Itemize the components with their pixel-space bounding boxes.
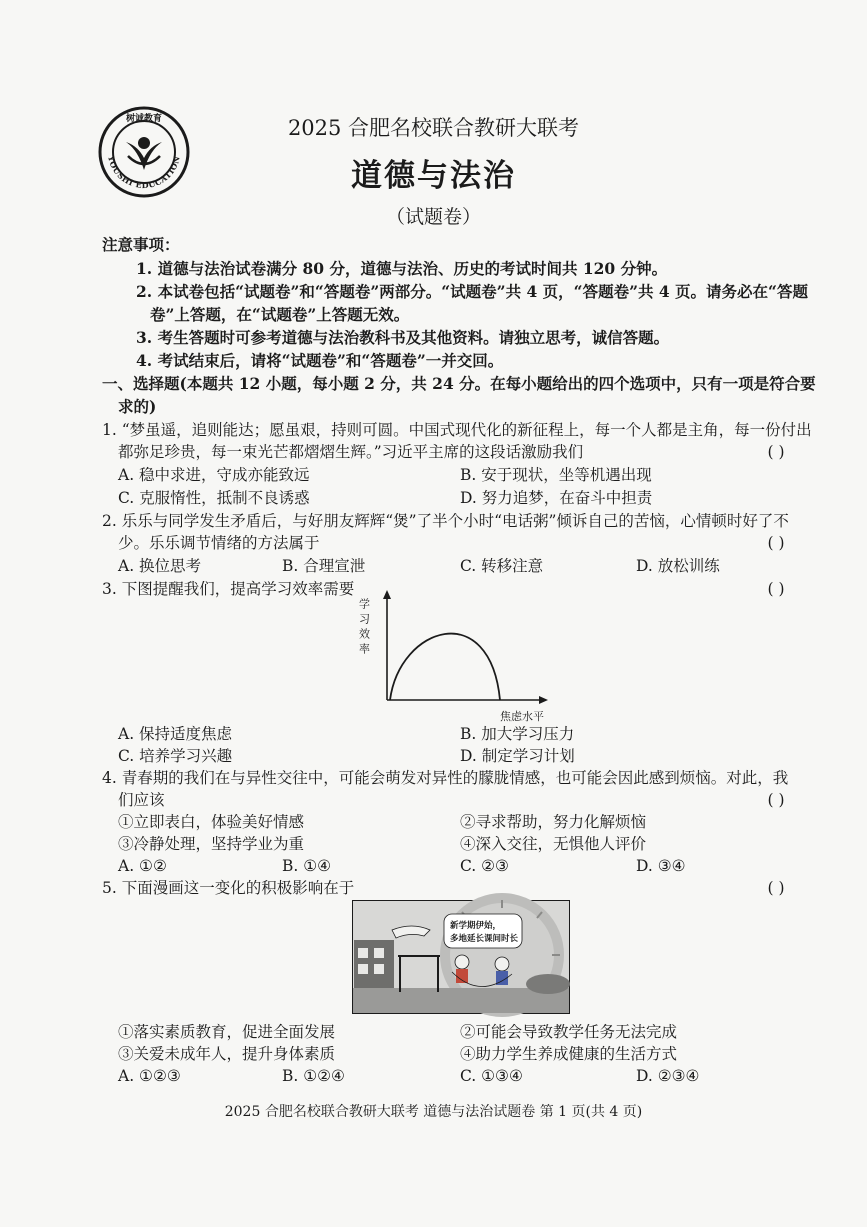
q5-option-a[interactable]: A. ①②③	[118, 1067, 181, 1085]
notice-title: 注意事项：	[102, 235, 180, 254]
q2-answer-blank[interactable]: ( )	[767, 534, 785, 552]
q2-stem: 2. 乐乐与同学发生矛盾后，与好朋友辉辉“煲”了半个小时“电话粥”倾诉自己的苦恼，心情顿时好了不	[102, 512, 789, 530]
notice-item-1: 1. 道德与法治试卷满分 80 分，道德与法治、历史的考试时间共 120 分钟。	[136, 259, 668, 278]
cartoon-caption-2: 多地延长课间时长	[450, 934, 519, 944]
q1-stem-cont: 都弥足珍贵，每一束光芒都熠熠生辉。”习近平主席的这段话激励我们	[118, 443, 584, 461]
q5-statement-4: ④助力学生养成健康的生活方式	[460, 1045, 678, 1063]
section-heading: 一、选择题(本题共 12 小题，每小题 2 分，共 24 分。在每小题给出的四个选项中，只有一项是符合要	[102, 374, 816, 393]
logo-top-text: 树诚教育	[125, 114, 163, 124]
q4-option-c[interactable]: C. ②③	[460, 857, 509, 875]
q1-option-c[interactable]: C. 克服惰性，抵制不良诱惑	[118, 489, 310, 507]
q4-stem: 4. 青春期的我们在与异性交往中，可能会萌发对异性的朦胧情感，也可能会因此感到烦恼。对此，我	[102, 769, 789, 787]
notice-item-2: 2. 本试卷包括“试题卷”和“答题卷”两部分。“试题卷”共 4 页，“答题卷”共 4 页。请务必在“答题	[136, 282, 808, 301]
graph-xlabel: 焦虑水平	[500, 710, 544, 723]
q3-option-d[interactable]: D. 制定学习计划	[460, 747, 575, 765]
q2-option-b[interactable]: B. 合理宣泄	[282, 557, 366, 575]
q4-statement-3: ③冷静处理，坚持学业为重	[118, 835, 305, 853]
q5-option-d[interactable]: D. ②③④	[636, 1067, 700, 1085]
cartoon-caption-1: 新学期伊始，	[450, 921, 502, 931]
section-heading-cont: 求的)	[118, 397, 157, 416]
q1-stem: 1. “梦虽遥，追则能达；愿虽艰，持则可圆。中国式现代化的新征程上，每一个人都是主角，每一份付出	[102, 421, 812, 439]
q4-option-a[interactable]: A. ①②	[118, 857, 167, 875]
q4-option-d[interactable]: D. ③④	[636, 857, 686, 875]
q2-option-c[interactable]: C. 转移注意	[460, 557, 544, 575]
q5-answer-blank[interactable]: ( )	[767, 879, 785, 897]
q3-stem: 3. 下图提醒我们，提高学习效率需要	[102, 580, 355, 598]
q3-option-a[interactable]: A. 保持适度焦虑	[118, 725, 233, 743]
cartoon-image	[352, 900, 570, 1014]
q3-answer-blank[interactable]: ( )	[767, 580, 785, 598]
q2-stem-cont: 少。乐乐调节情绪的方法属于	[118, 534, 320, 552]
subject-title: 道德与法治	[351, 158, 516, 194]
page-footer: 2025 合肥名校联合教研大联考 道德与法治试题卷 第 1 页(共 4 页)	[224, 1104, 643, 1120]
q5-statement-2: ②可能会导致教学任务无法完成	[460, 1023, 678, 1041]
q4-answer-blank[interactable]: ( )	[767, 791, 785, 809]
q4-statement-2: ②寻求帮助，努力化解烦恼	[460, 813, 647, 831]
q4-statement-4: ④深入交往，无惧他人评价	[460, 835, 647, 853]
notice-item-4: 4. 考试结束后，请将“试题卷”和“答题卷”一并交回。	[136, 351, 504, 370]
exam-name: 2025 合肥名校联合教研大联考	[287, 116, 580, 140]
anxiety-efficiency-graph	[357, 588, 560, 726]
q1-option-d[interactable]: D. 努力追梦，在奋斗中担责	[460, 489, 653, 507]
q1-answer-blank[interactable]: ( )	[767, 443, 785, 461]
notice-item-3: 3. 考生答题时可参考道德与法治教科书及其他资料。请独立思考，诚信答题。	[136, 328, 670, 347]
logo-ring-text: YOUSHI EDUCATION	[106, 154, 182, 191]
q4-statement-1: ①立即表白，体验美好情感	[118, 813, 305, 831]
q1-option-b[interactable]: B. 安于现状，坐等机遇出现	[460, 466, 652, 484]
q5-stem: 5. 下面漫画这一变化的积极影响在于	[102, 879, 355, 897]
q4-stem-cont: 们应该	[118, 791, 165, 809]
q3-option-c[interactable]: C. 培养学习兴趣	[118, 747, 233, 765]
q3-option-b[interactable]: B. 加大学习压力	[460, 725, 575, 743]
q5-statement-1: ①落实素质教育，促进全面发展	[118, 1023, 336, 1041]
q1-option-a[interactable]: A. 稳中求进，守成亦能致远	[118, 466, 310, 484]
q5-option-c[interactable]: C. ①③④	[460, 1067, 523, 1085]
q5-option-b[interactable]: B. ①②④	[282, 1067, 345, 1085]
efficiency-curve	[390, 634, 500, 700]
q5-statement-3: ③关爱未成年人，提升身体素质	[118, 1045, 336, 1063]
q2-option-d[interactable]: D. 放松训练	[636, 557, 720, 575]
q4-option-b[interactable]: B. ①④	[282, 857, 332, 875]
graph-ylabel: 学习效率	[357, 598, 371, 658]
q2-option-a[interactable]: A. 换位思考	[118, 557, 202, 575]
paper-type: （试题卷）	[385, 206, 481, 228]
notice-item-2-cont: 卷”上答题，在“试题卷”上答题无效。	[150, 305, 410, 324]
